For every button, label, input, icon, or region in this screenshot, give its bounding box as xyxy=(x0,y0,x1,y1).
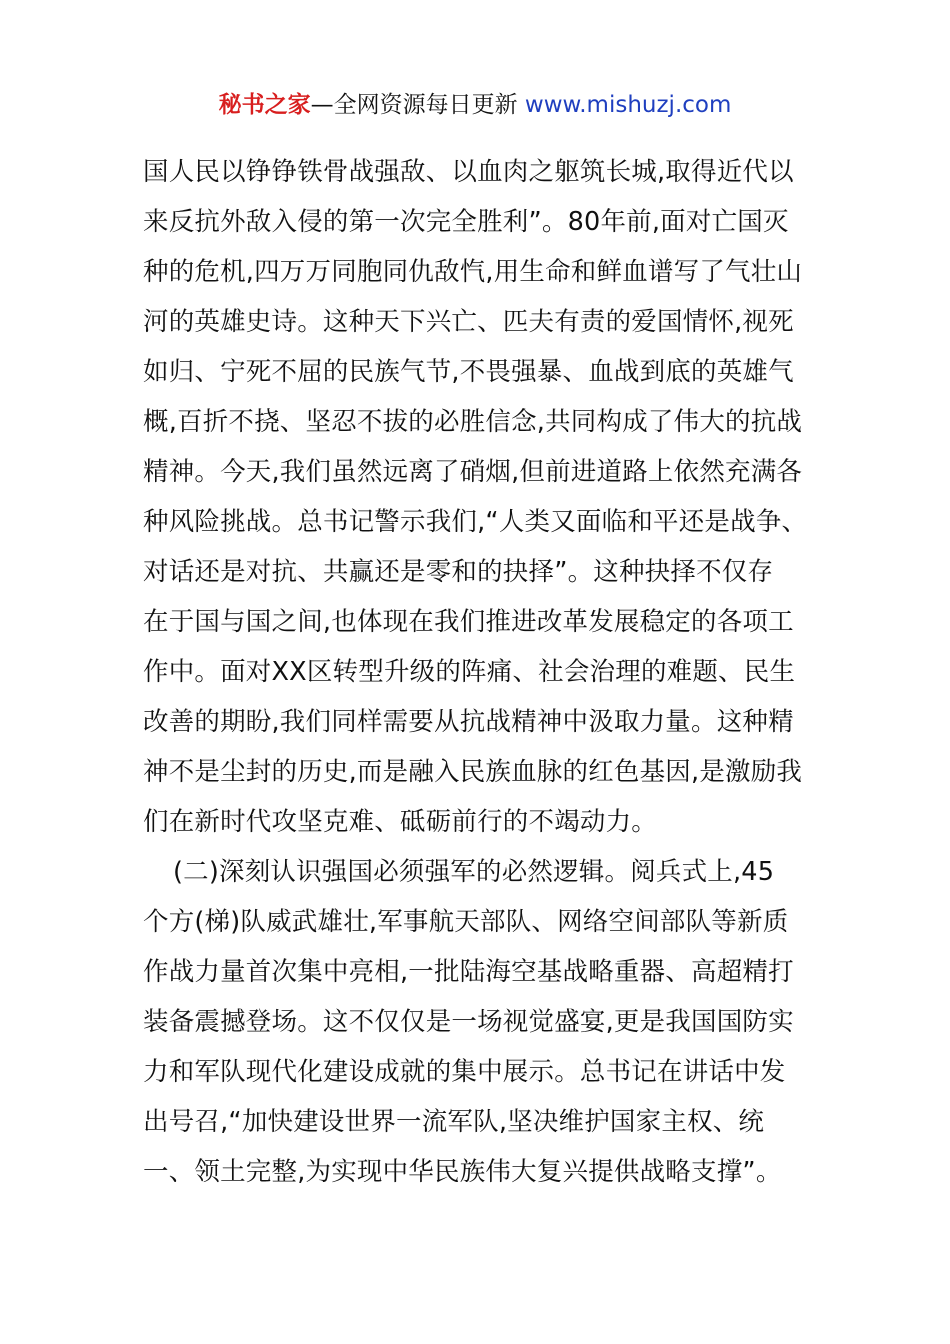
text-line: 作中。面对XX区转型升级的阵痛、社会治理的难题、民生 xyxy=(143,657,796,687)
site-url[interactable]: www.mishuzj.com xyxy=(524,92,732,118)
text-line: 精神。今天,我们虽然远离了硝烟,但前进道路上依然充满各 xyxy=(143,457,803,487)
text-line: 种风险挑战。总书记警示我们,“人类又面临和平还是战争、 xyxy=(143,507,808,537)
section-heading-line: (二)深刻认识强国必须强军的必然逻辑。阅兵式上,45 xyxy=(173,857,775,887)
brand-name: 秘书之家 xyxy=(218,92,311,118)
text-line: 河的英雄史诗。这种天下兴亡、匹夫有责的爱国情怀,视死 xyxy=(143,307,794,337)
text-line: 在于国与国之间,也体现在我们推进改革发展稳定的各项工 xyxy=(143,607,794,637)
text-line: 个方(梯)队威武雄壮,军事航天部队、网络空间部队等新质 xyxy=(143,907,789,937)
text-line: 出号召,“加快建设世界一流军队,坚决维护国家主权、统 xyxy=(143,1107,765,1137)
text-line: 种的危机,四万万同胞同仇敌忾,用生命和鲜血谱写了气壮山 xyxy=(143,257,803,287)
text-line: 如归、宁死不屈的民族气节,不畏强暴、血战到底的英雄气 xyxy=(143,357,794,387)
text-line: 作战力量首次集中亮相,一批陆海空基战略重器、高超精打 xyxy=(143,957,794,987)
text-line: 对话还是对抗、共赢还是零和的抉择”。这种抉择不仅存 xyxy=(143,557,774,587)
page-header xyxy=(0,88,950,122)
header-tagline: —全网资源每日更新 xyxy=(310,92,518,118)
document-body xyxy=(143,147,823,1197)
text-line: 概,百折不挠、坚忍不拔的必胜信念,共同构成了伟大的抗战 xyxy=(143,407,803,437)
text-line: 国人民以铮铮铁骨战强敌、以血肉之躯筑长城,取得近代以 xyxy=(143,157,794,187)
text-line: 神不是尘封的历史,而是融入民族血脉的红色基因,是激励我 xyxy=(143,757,803,787)
text-line: 一、领土完整,为实现中华民族伟大复兴提供战略支撑”。 xyxy=(143,1157,782,1187)
text-line: 装备震撼登场。这不仅仅是一场视觉盛宴,更是我国国防实 xyxy=(143,1007,794,1037)
text-line: 来反抗外敌入侵的第一次完全胜利”。80年前,面对亡国灭 xyxy=(143,207,789,237)
text-line: 改善的期盼,我们同样需要从抗战精神中汲取力量。这种精 xyxy=(143,707,794,737)
text-line: 力和军队现代化建设成就的集中展示。总书记在讲话中发 xyxy=(143,1057,786,1087)
text-line: 们在新时代攻坚克难、砥砺前行的不竭动力。 xyxy=(143,807,658,837)
